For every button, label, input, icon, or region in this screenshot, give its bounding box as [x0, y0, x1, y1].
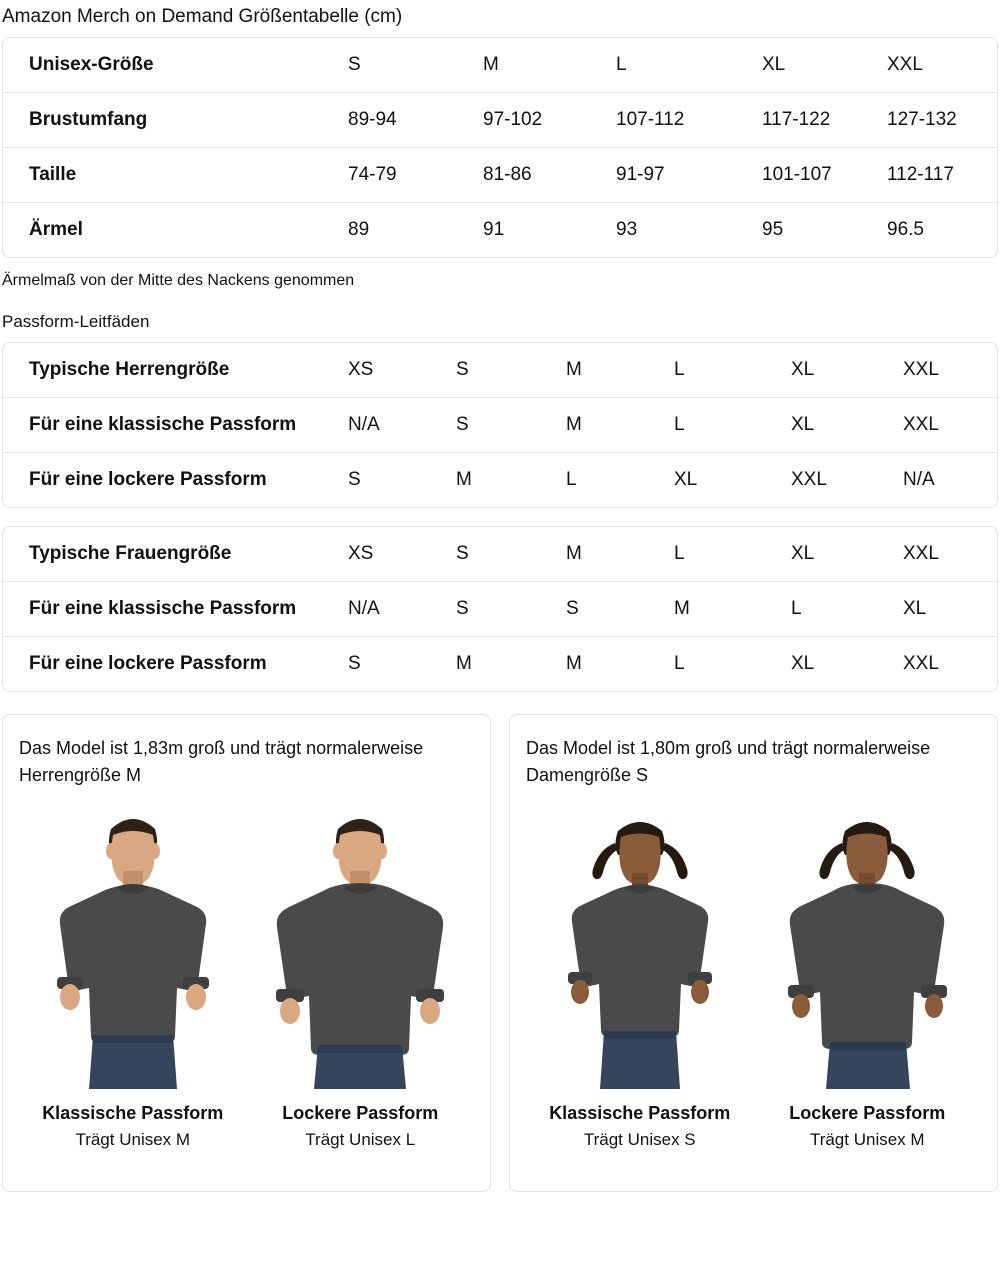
male-classic-caption [19, 1103, 247, 1150]
mens-fit-table [3, 343, 998, 507]
male-model-loose-icon [250, 799, 470, 1089]
cell: L [674, 413, 685, 435]
cell: S [348, 53, 361, 75]
caption-sub: Trägt Unisex L [305, 1129, 416, 1149]
male-figures [19, 799, 474, 1089]
cell: S [348, 652, 361, 674]
measurements-table-card [2, 37, 998, 258]
cell: L [616, 53, 627, 75]
cell: XXL [887, 53, 923, 75]
fit-guides-label: Passform-Leitfäden [2, 311, 150, 331]
cell: S [456, 413, 469, 435]
cell: N/A [348, 413, 380, 435]
row-label: Typische Frauengröße [29, 542, 232, 564]
cell: N/A [348, 597, 380, 619]
cell: M [483, 53, 499, 75]
row-label: Für eine lockere Passform [29, 652, 267, 674]
row-label: Typische Herrengröße [29, 358, 230, 380]
cell: L [791, 597, 802, 619]
row-label: Taille [29, 163, 77, 185]
cell: XL [791, 358, 815, 380]
cell: XL [791, 652, 815, 674]
cell: M [566, 542, 582, 564]
sleeve-note: Ärmelmaß von der Mitte des Nackens genommen [2, 271, 355, 289]
female-model-classic-icon [535, 799, 745, 1089]
cell: N/A [903, 468, 935, 490]
male-model-classic-icon [28, 799, 238, 1089]
table-row [3, 527, 998, 582]
cell: 89-94 [348, 108, 397, 130]
table-row [3, 581, 998, 636]
cell: XXL [791, 468, 827, 490]
female-model-card [509, 714, 998, 1192]
cell: S [566, 597, 579, 619]
caption-title: Klassische Passform [549, 1102, 731, 1123]
table-row [3, 343, 998, 398]
cell: S [456, 597, 469, 619]
table-row [3, 147, 998, 202]
table-row [3, 452, 998, 507]
cell: S [456, 542, 469, 564]
male-loose-figure [247, 799, 475, 1089]
caption-sub: Trägt Unisex S [583, 1129, 696, 1149]
cell: 93 [616, 218, 638, 240]
caption-title: Lockere Passform [282, 1102, 439, 1123]
cell: 81-86 [483, 163, 532, 185]
cell: 127-132 [887, 108, 957, 130]
cell: XXL [903, 358, 939, 380]
cell: 74-79 [348, 163, 397, 185]
male-model-description: Das Model ist 1,83m groß und trägt normalerweise Herrengröße M [19, 737, 424, 785]
cell: M [566, 652, 582, 674]
cell: L [674, 358, 685, 380]
table-row [3, 636, 998, 691]
table-row [3, 38, 998, 93]
cell: XXL [903, 542, 939, 564]
caption-title: Lockere Passform [789, 1102, 946, 1123]
female-model-loose-icon [760, 799, 975, 1089]
cell: M [566, 413, 582, 435]
row-label: Ärmel [29, 218, 83, 240]
cell: XS [348, 358, 374, 380]
cell: XXL [903, 652, 939, 674]
cell: XS [348, 542, 374, 564]
male-classic-figure [19, 799, 247, 1089]
cell: XXL [903, 413, 939, 435]
cell: 107-112 [616, 108, 685, 130]
model-cards [2, 714, 998, 1192]
cell: L [674, 542, 685, 564]
female-classic-figure [526, 799, 754, 1089]
cell: XL [762, 53, 786, 75]
male-loose-caption [247, 1103, 475, 1150]
row-label: Für eine klassische Passform [29, 413, 297, 435]
mens-fit-table-card [2, 342, 998, 508]
female-loose-figure [754, 799, 982, 1089]
row-label: Unisex-Größe [29, 53, 154, 75]
cell: M [674, 597, 690, 619]
cell: 91 [483, 218, 505, 240]
cell: 97-102 [483, 108, 543, 130]
cell: M [456, 652, 472, 674]
cell: L [674, 652, 685, 674]
cell: 96.5 [887, 218, 924, 240]
row-label: Für eine lockere Passform [29, 468, 267, 490]
caption-sub: Trägt Unisex M [75, 1129, 191, 1149]
cell: L [566, 468, 577, 490]
cell: XL [791, 542, 815, 564]
cell: 117-122 [762, 108, 831, 130]
cell: XL [674, 468, 698, 490]
female-loose-caption [754, 1103, 982, 1150]
cell: XL [791, 413, 815, 435]
table-row [3, 397, 998, 452]
caption-title: Klassische Passform [42, 1102, 224, 1123]
male-model-card [2, 714, 491, 1192]
cell: S [348, 468, 361, 490]
cell: 112-117 [887, 163, 954, 185]
table-row [3, 202, 998, 257]
cell: 101-107 [762, 163, 832, 185]
table-row [3, 92, 998, 147]
male-captions [19, 1103, 474, 1150]
womens-fit-table [3, 527, 998, 691]
womens-fit-table-card [2, 526, 998, 692]
cell: 89 [348, 218, 370, 240]
cell: M [566, 358, 582, 380]
caption-sub: Trägt Unisex M [809, 1129, 925, 1149]
cell: XL [903, 597, 927, 619]
measurements-table [3, 38, 998, 257]
cell: M [456, 468, 472, 490]
female-captions [526, 1103, 981, 1150]
female-model-description: Das Model ist 1,80m groß und trägt normalerweise Damengröße S [526, 737, 931, 785]
female-figures [526, 799, 981, 1089]
cell: S [456, 358, 469, 380]
cell: 91-97 [616, 163, 665, 185]
row-label: Brustumfang [29, 108, 148, 130]
female-classic-caption [526, 1103, 754, 1150]
row-label: Für eine klassische Passform [29, 597, 297, 619]
page-title: Amazon Merch on Demand Größentabelle (cm) [2, 6, 403, 27]
cell: 95 [762, 218, 784, 240]
